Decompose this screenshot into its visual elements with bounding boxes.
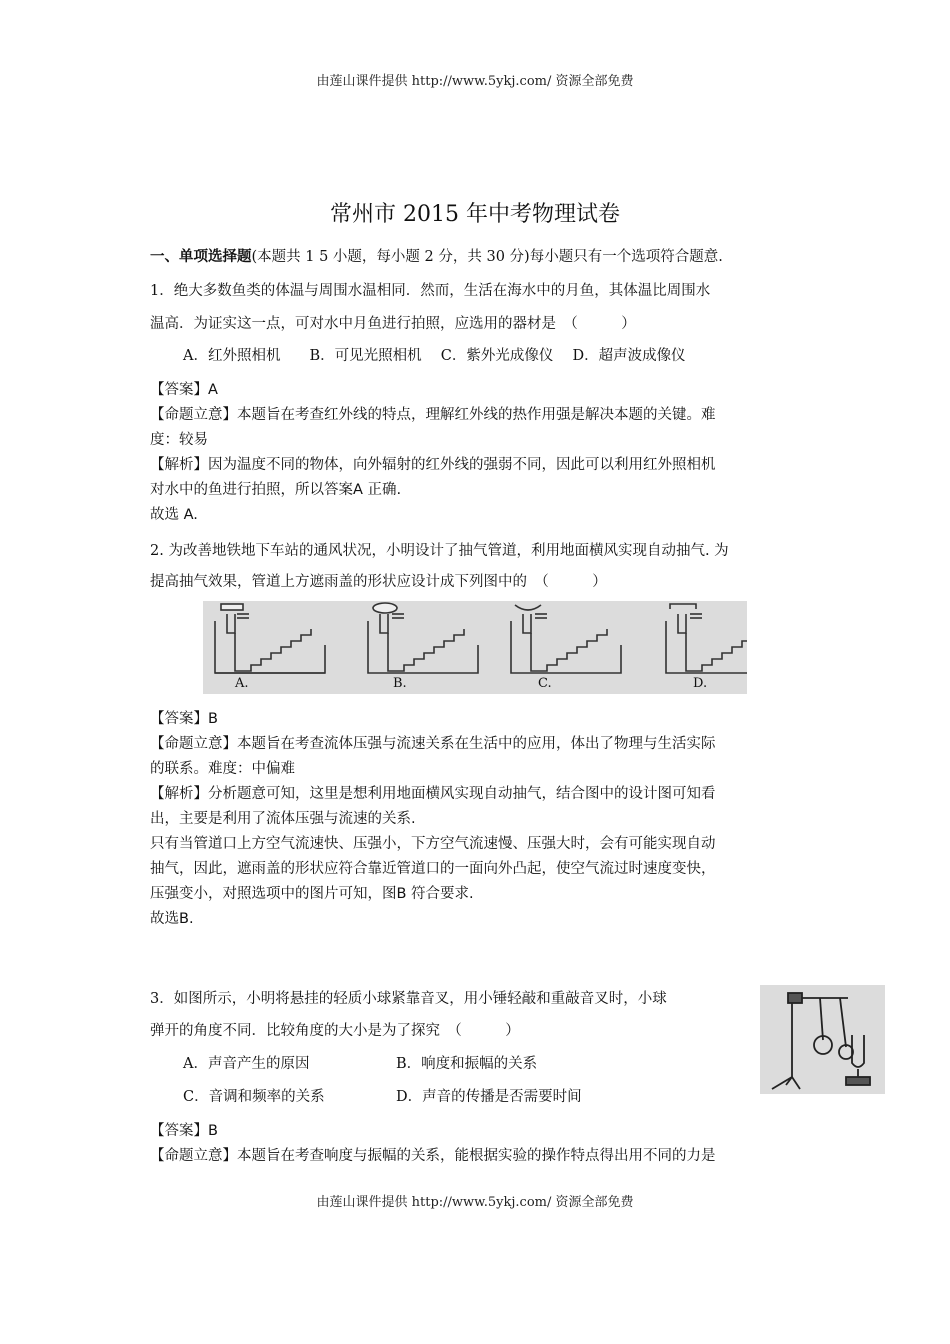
- section-heading-label: 一、单项选择题: [150, 249, 252, 265]
- section-heading-desc: (本题共 1 5 小题，每小题 2 分，共 30 分)每小题只有一个选项符合题意.: [251, 249, 723, 265]
- q2-figure-option-a: [215, 604, 325, 673]
- page-footer: 由莲山课件提供 http://www.5ykj.com/ 资源全部免费: [316, 1195, 634, 1210]
- q2-figure-option-d: [666, 604, 747, 673]
- q3-stem-line2: 弹开的角度不同．比较角度的大小是为了探究 （ ）: [150, 1023, 520, 1039]
- q2-figure: [203, 601, 747, 694]
- q3-figure-svg: [760, 985, 885, 1094]
- q3-option-c: C．音调和频率的关系: [183, 1089, 325, 1105]
- q1-stem-line2: 温高．为证实这一点，可对水中月鱼进行拍照，应选用的器材是 （ ）: [150, 316, 636, 332]
- q1-stem-line1: 1．绝大多数鱼类的体温与周围水温相同．然而，生活在海水中的月鱼，其体温比周围水: [150, 283, 711, 299]
- q1-analysis-line1: 【解析】因为温度不同的物体，向外辐射的红外线的强弱不同，因此可以利用红外照相机: [150, 457, 716, 473]
- q2-figure-option-c: [511, 605, 621, 673]
- q2-answer: 【答案】B: [150, 711, 218, 727]
- q2-choose: 故选B.: [150, 911, 194, 927]
- q2-figure-label-c: C.: [538, 676, 552, 691]
- q3-option-a: A．声音产生的原因: [183, 1056, 310, 1072]
- q1-options: A．红外照相机 B．可见光照相机 C．紫外光成像仪 D．超声波成像仪: [183, 348, 686, 364]
- q1-analysis-line2: 对水中的鱼进行拍照，所以答案A 正确.: [150, 482, 402, 498]
- q3-option-d: D．声音的传播是否需要时间: [396, 1089, 582, 1105]
- q2-analysis-line4: 抽气，因此，遮雨盖的形状应符合靠近管道口的一面向外凸起，使空气流过时速度变快，: [150, 861, 716, 877]
- q2-analysis-line3: 只有当管道口上方空气流速快、压强小，下方空气流速慢、压强大时，会有可能实现自动: [150, 836, 716, 852]
- q2-figure-svg: [203, 601, 747, 694]
- q1-answer: 【答案】A: [150, 382, 218, 398]
- q2-figure-label-a: A.: [235, 676, 249, 691]
- q2-intent-line1: 【命题立意】本题旨在考查流体压强与流速关系在生活中的应用，体出了物理与生活实际: [150, 736, 716, 752]
- q2-stem-line1: 2. 为改善地铁地下车站的通风状况，小明设计了抽气管道，利用地面横风实现自动抽气. 为: [150, 543, 729, 559]
- page-title: 常州市 2015 年中考物理试卷: [330, 202, 620, 227]
- q3-option-b: B．响度和振幅的关系: [396, 1056, 538, 1072]
- q2-intent-line2: 的联系。难度：中偏难: [150, 761, 295, 777]
- q2-analysis-line1: 【解析】分析题意可知，这里是想利用地面横风实现自动抽气，结合图中的设计图可知看: [150, 786, 716, 802]
- q3-stem-line1: 3．如图所示，小明将悬挂的轻质小球紧靠音叉，用小锤轻敲和重敲音叉时，小球: [150, 991, 667, 1007]
- q1-choose: 故选 A.: [150, 507, 198, 523]
- q3-intent-line1: 【命题立意】本题旨在考查响度与振幅的关系，能根据实验的操作特点得出用不同的力是: [150, 1148, 716, 1164]
- q3-figure: [760, 985, 885, 1094]
- q2-figure-label-d: D.: [693, 676, 708, 691]
- q2-figure-option-b: [368, 603, 478, 673]
- q2-analysis-line5: 压强变小，对照选项中的图片可知，图B 符合要求.: [150, 886, 474, 902]
- q1-intent-line2: 度：较易: [150, 432, 208, 448]
- page-header: 由莲山课件提供 http://www.5ykj.com/ 资源全部免费: [316, 74, 634, 89]
- q2-analysis-line2: 出，主要是利用了流体压强与流速的关系.: [150, 811, 416, 827]
- q2-stem-line2: 提高抽气效果，管道上方遮雨盖的形状应设计成下列图中的 （ ）: [150, 574, 607, 590]
- q3-answer: 【答案】B: [150, 1123, 218, 1139]
- q1-intent-line1: 【命题立意】本题旨在考查红外线的特点，理解红外线的热作用强是解决本题的关键。难: [150, 407, 716, 423]
- q2-figure-label-b: B.: [393, 676, 407, 691]
- section-heading: [150, 245, 723, 266]
